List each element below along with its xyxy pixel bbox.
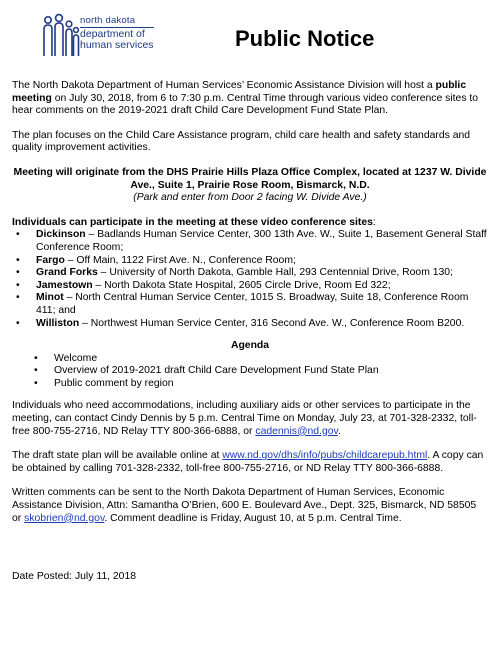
written-comments-paragraph: Written comments can be sent to the North Dakota Department of Human Services, Economic Assistance Division, Attn: Samantha O’Brien, 600 E. Boulevard Ave., Dept. 325, Bismarck, ND 58505 or skobrien@nd.gov. Comment deadline is Friday, August 10, at 5 p.m. Central Time. — [12, 487, 477, 524]
agenda-list — [12, 353, 488, 391]
notice-body — [12, 80, 488, 584]
logo-line-1: north dakota — [80, 15, 136, 26]
list-item: • Public comment by region — [12, 378, 488, 391]
sites-heading: Individuals can participate in the meeting at these video conference sites: — [12, 216, 376, 228]
date-posted: Date Posted: July 11, 2018 — [12, 571, 136, 583]
family-figures-icon — [40, 12, 80, 58]
draft-plan-link[interactable]: www.nd.gov/dhs/info/pubs/childcarepub.html — [222, 450, 428, 462]
list-item: • Grand Forks – University of North Dakota, Gamble Hall, 293 Centennial Drive, Room 130; — [12, 267, 488, 280]
list-item: • Overview of 2019-2021 draft Child Care Development Fund State Plan — [12, 365, 488, 378]
logo-line-3: human services — [80, 39, 154, 51]
draft-plan-paragraph: The draft state plan will be available online at www.nd.gov/dhs/info/pubs/childcarepub.html. A copy can be obtained by calling 701-328-2332, toll-free 800-755-2716, or ND Relay TTY 800-366-6888. — [12, 450, 484, 474]
email-link-cadennis[interactable]: cadennis@nd.gov — [255, 425, 338, 437]
logo-line-2: department of — [80, 28, 145, 40]
meeting-origin: Meeting will originate from the DHS Prairie Hills Plaza Office Complex, located at 1237 W. Divide Ave., Suite 1, Prairie Rose Room, Bismarck, N.D. (Park and enter from Door 2 facing W. Divide Ave.) — [13, 166, 487, 204]
list-item: • Dickinson – Badlands Human Service Center, 300 13th Ave. W., Suite 1, Basement General Staff Conference Room; — [12, 229, 488, 254]
list-item: • Welcome — [12, 353, 488, 366]
nd-dhs-logo — [40, 12, 160, 60]
accommodations-paragraph: Individuals who need accommodations, including auxiliary aids or other services to participate in the meeting, can contact Cindy Dennis by 5 p.m. Central Time on Monday, July 23, at 701-328-2332, toll-free 800-755-2716, ND Relay TTY 800-366-6888, or cadennis@nd.gov. — [12, 400, 477, 437]
list-item: • Jamestown – North Dakota State Hospital, 2605 Circle Drive, Room Ed 322; — [12, 280, 488, 293]
list-item: • Fargo – Off Main, 1122 First Ave. N., Conference Room; — [12, 255, 488, 268]
intro-paragraph: The North Dakota Department of Human Services’ Economic Assistance Division will host a public meeting on July 30, 2018, from 6 to 7:30 p.m. Central Time through various video conference sites to hear comments on the 2019-2021 draft Child Care Development Fund State Plan. — [12, 80, 479, 117]
agenda-heading: Agenda — [230, 340, 270, 352]
logo-wordmark — [80, 16, 154, 51]
list-item: • Williston – Northwest Human Service Center, 316 Second Ave. W., Conference Room B200. — [12, 318, 488, 331]
email-link-skobrien[interactable]: skobrien@nd.gov — [24, 512, 105, 524]
plan-focus-paragraph: The plan focuses on the Child Care Assistance program, child care health and safety standards and quality improvement activities. — [12, 129, 471, 154]
sites-list — [12, 229, 488, 330]
page-title: Public Notice — [235, 26, 375, 51]
list-item: • Minot – North Central Human Service Center, 1015 S. Broadway, Suite 18, Conference Room 411; and — [12, 292, 488, 317]
